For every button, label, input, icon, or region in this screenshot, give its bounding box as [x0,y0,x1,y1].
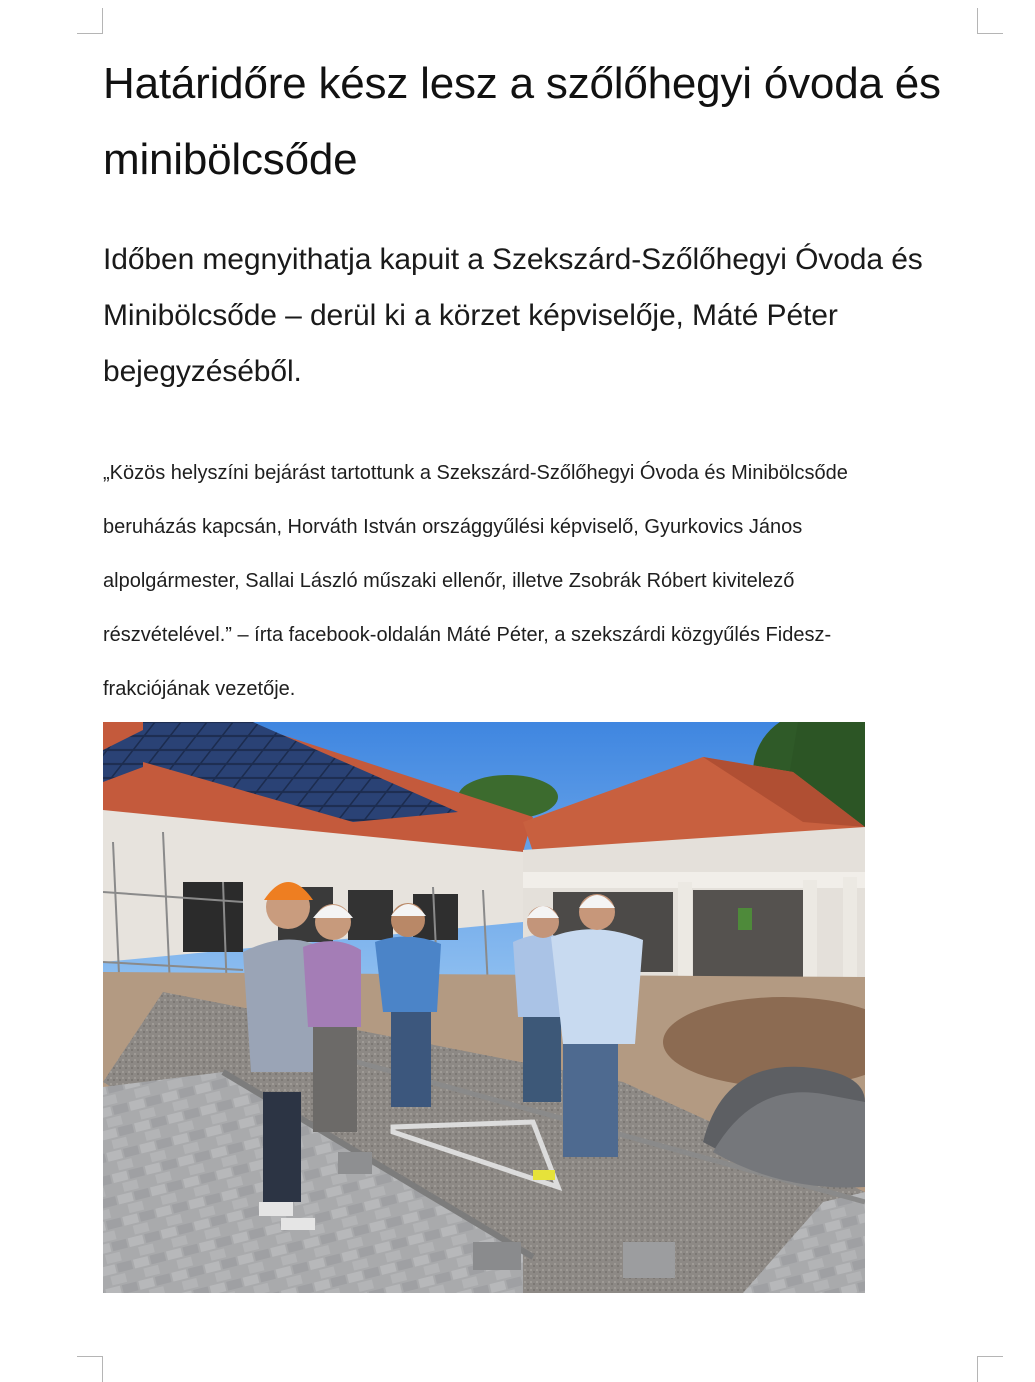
body-line: beruházás kapcsán, Horváth István országgyűlési képviselő, Gyurkovics János [103,516,803,538]
crop-mark-bottom-right [977,1356,1003,1382]
construction-site-photo [103,722,865,1293]
crop-mark-bottom-left [77,1356,103,1382]
document-page [103,46,968,716]
body-line: alpolgármester, Sallai László műszaki ellenőr, illetve Zsobrák Róbert kivitelező [103,570,795,592]
crop-mark-top-left [77,8,103,34]
crop-mark-top-right [977,8,1003,34]
body-line: részvételével.” – írta facebook-oldalán Máté Péter, a szekszárdi közgyűlés Fidesz- [103,624,832,646]
body-line: „Közös helyszíni bejárást tartottunk a Szekszárd-Szőlőhegyi Óvoda és Minibölcsőde [103,462,848,484]
article-body [103,446,923,716]
article-lead: Időben megnyithatja kapuit a Szekszárd-Szőlőhegyi Óvoda és Minibölcsőde – derül ki a körzet képviselője, Máté Péter bejegyzéséből. [103,243,923,388]
body-line: frakciójának vezetője. [103,678,296,700]
article-title: Határidőre kész lesz a szőlőhegyi óvoda és minibölcsőde [103,59,941,184]
